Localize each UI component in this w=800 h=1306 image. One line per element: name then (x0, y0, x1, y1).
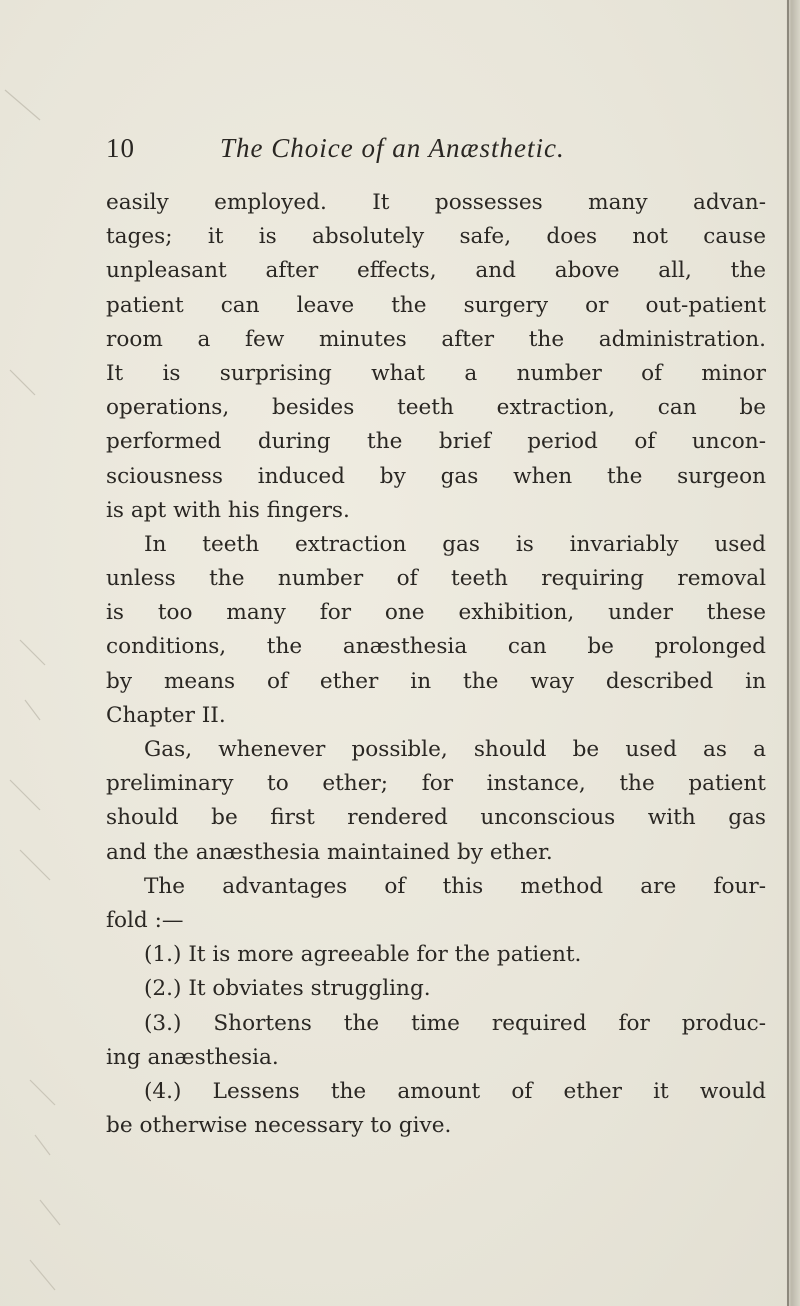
text-line: and the anæsthesia maintained by ether. (106, 839, 553, 865)
text-line: be otherwise necessary to give. (106, 1113, 452, 1139)
text-line: room a few minutes after the administration. (106, 326, 766, 352)
text-line: tages; it is absolutely safe, does not cause (106, 224, 766, 250)
text-line: ing anæsthesia. (106, 1044, 279, 1070)
text-line: is too many for one exhibition, under these (106, 600, 766, 626)
bleed-through-marks (0, 0, 90, 1306)
text-line: is apt with his fingers. (106, 497, 350, 523)
text-line: (2.) It obviates struggling. (144, 976, 431, 1002)
running-title: The Choice of an Anæsthetic. (220, 133, 565, 163)
text-line: easily employed. It possesses many advan- (106, 190, 766, 215)
text-line: (4.) Lessens the amount of ether it would (144, 1078, 766, 1104)
text-line: preliminary to ether; for instance, the patient (106, 771, 766, 797)
text-line: by means of ether in the way described in (106, 668, 766, 694)
text-line: The advantages of this method are four- (144, 873, 766, 899)
text-line: Gas, whenever possible, should be used as a (144, 737, 766, 762)
text-line: patient can leave the surgery or out-patient (106, 292, 766, 318)
text-line: unpleasant after effects, and above all, the (106, 258, 766, 284)
text-line: (1.) It is more agreeable for the patient. (144, 942, 582, 968)
text-line: (3.) Shortens the time required for produc- (144, 1010, 766, 1036)
text-line: fold :— (106, 907, 184, 933)
page-number: 10 (106, 133, 135, 163)
text-line: unless the number of teeth requiring removal (106, 566, 766, 592)
text-line: should be first rendered unconscious with gas (106, 805, 766, 831)
text-line: operations, besides teeth extraction, can be (106, 395, 766, 421)
page-edge-line (787, 0, 789, 1306)
text-line: performed during the brief period of uncon- (106, 429, 766, 455)
page-header (106, 133, 766, 167)
text-line: sciousness induced by gas when the surgeon (106, 463, 766, 489)
text-line: Chapter II. (106, 702, 226, 728)
text-line: conditions, the anæsthesia can be prolonged (106, 634, 766, 660)
body-text (106, 186, 766, 1143)
text-line: In teeth extraction gas is invariably used (144, 531, 766, 557)
text-line: It is surprising what a number of minor (106, 360, 766, 386)
